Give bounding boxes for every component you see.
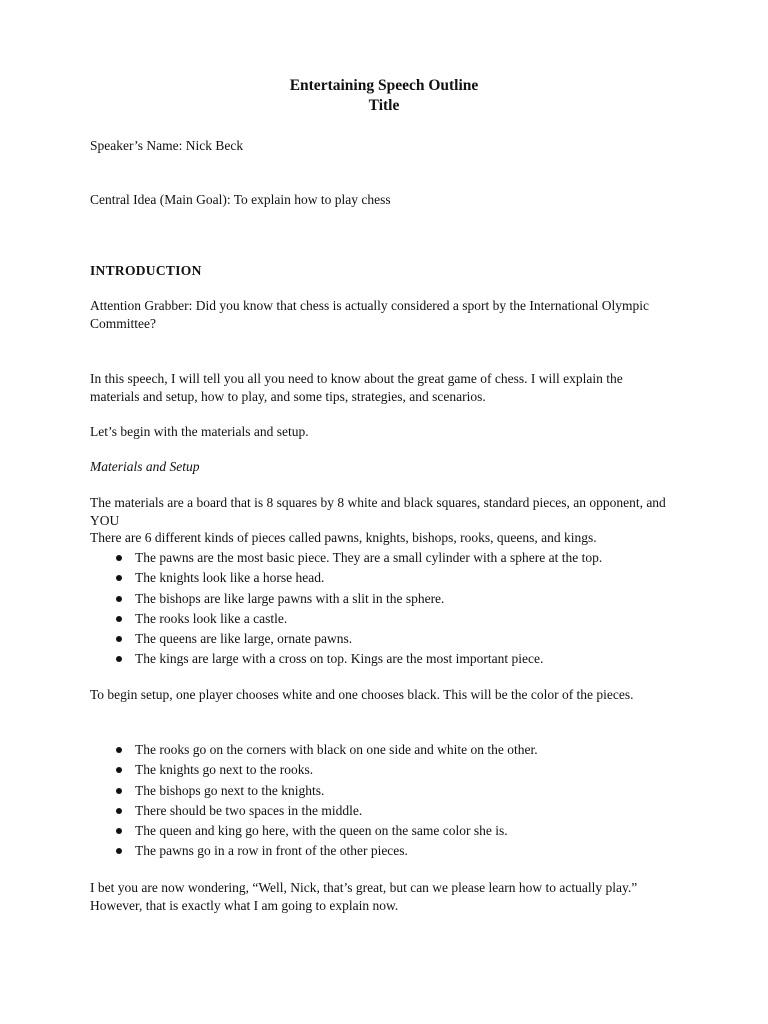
speaker-name: Speaker’s Name: Nick Beck [90, 138, 244, 153]
document-title [0, 76, 768, 116]
central-idea: Central Idea (Main Goal): To explain how to play chess [90, 192, 391, 207]
bullet-icon [116, 808, 122, 814]
bullet-icon [116, 555, 122, 561]
bullet-icon [116, 767, 122, 773]
list-item: The bishops are like large pawns with a slit in the sphere. [90, 589, 680, 609]
bullet-icon [116, 616, 122, 622]
closing-paragraph: I bet you are now wondering, “Well, Nick, that’s great, but can we please learn how to actually play.” However, that is exactly what I am going to explain now. [90, 880, 638, 913]
attention-grabber: Attention Grabber: Did you know that chess is actually considered a sport by the International Olympic Committee? [90, 298, 649, 331]
bullet-icon [116, 747, 122, 753]
list-item: The pawns are the most basic piece. They are a small cylinder with a sphere at the top. [90, 548, 680, 568]
title-line-2: Title [368, 97, 400, 114]
setup-intro: To begin setup, one player chooses white and one chooses black. This will be the color of the pieces. [90, 687, 634, 702]
list-item: The queen and king go here, with the queen on the same color she is. [90, 821, 680, 841]
list-item: The rooks look like a castle. [90, 609, 680, 629]
setup-list [90, 740, 680, 862]
list-item: The pawns go in a row in front of the other pieces. [90, 841, 680, 861]
bullet-icon [116, 788, 122, 794]
title-line-1: Entertaining Speech Outline [289, 77, 479, 94]
materials-paragraph [90, 494, 675, 547]
list-item: The rooks go on the corners with black on one side and white on the other. [90, 740, 680, 760]
transition-text: Let’s begin with the materials and setup. [90, 424, 309, 439]
list-item: There should be two spaces in the middle. [90, 801, 680, 821]
list-item: The queens are like large, ornate pawns. [90, 629, 680, 649]
list-item: The knights go next to the rooks. [90, 760, 680, 780]
bullet-icon [116, 636, 122, 642]
bullet-icon [116, 596, 122, 602]
list-item: The knights look like a horse head. [90, 568, 680, 588]
bullet-icon [116, 575, 122, 581]
speech-preview: In this speech, I will tell you all you need to know about the great game of chess. I will explain the materials and setup, how to play, and some tips, strategies, and scenarios. [90, 371, 623, 404]
bullet-icon [116, 656, 122, 662]
bullet-icon [116, 848, 122, 854]
introduction-heading: INTRODUCTION [90, 263, 202, 278]
materials-line-1: The materials are a board that is 8 squares by 8 white and black squares, standard pieces, an opponent, and YOU [90, 495, 666, 528]
list-item: The kings are large with a cross on top. Kings are the most important piece. [90, 649, 680, 669]
materials-line-2: There are 6 different kinds of pieces called pawns, knights, bishops, rooks, queens, and kings. [90, 530, 597, 545]
pieces-list [90, 548, 680, 670]
bullet-icon [116, 828, 122, 834]
list-item: The bishops go next to the knights. [90, 781, 680, 801]
section-heading-materials: Materials and Setup [90, 459, 200, 474]
